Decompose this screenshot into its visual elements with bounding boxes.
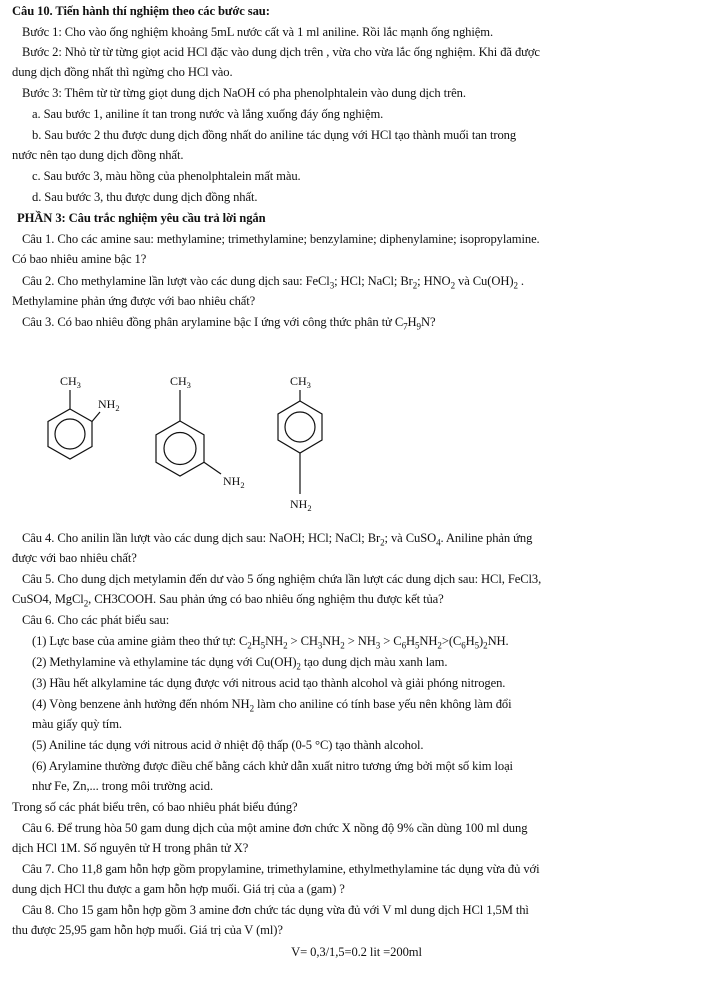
c8-answer: V= 0,3/1,5=0.2 lit =200ml [291,945,422,959]
c5-line2: CuSO4, MgCl$_2$, CH3COOH. Sau phản ứng có bao nhiêu ống nghiệm thu được kết tủa? [12,592,444,609]
c6-question: Trong số các phát biểu trên, có bao nhiêu phát biểu đúng? [12,800,298,814]
c8-line2: thu được 25,95 gam hỗn hợp muối. Giá trị của V (ml)? [12,923,283,937]
structure-para-toluidine [262,366,352,518]
c4-line1: Câu 4. Cho anilin lần lượt vào các dung dịch sau: NaOH; HCl; NaCl; $Br_2$; và CuSO$_4$. Aniline phản ứng [22,531,533,548]
q10-step2-line1: Bước 2: Nhỏ từ từ từng giọt acid HCl đặc vào dung dịch trên , vừa cho vừa lắc ống nghiệm. Khi đã được [22,45,540,59]
q10-option-b-line2: nước nên tạo dung dịch đồng nhất. [12,148,184,162]
c6-title: Câu 6. Cho các phát biểu sau: [22,613,170,627]
nh2-label: $NH_2$ [98,397,120,413]
c1-line1: Câu 1. Cho các amine sau: methylamine; trimethylamine; benzylamine; diphenylamine; isopropylamine. [22,232,540,246]
aromatic-circle [164,433,196,465]
ch3-label: $CH_3$ [60,374,81,390]
c1-line2: Có bao nhiêu amine bậc 1? [12,252,147,266]
q10-step1: Bước 1: Cho vào ống nghiệm khoảng 5mL nước cất và 1 ml aniline. Rồi lắc mạnh ống nghiệm. [22,25,493,39]
nh2-bond [204,462,221,474]
statement-3: (3) Hầu hết alkylamine tác dụng được với nitrous acid tạo thành alcohol và giải phóng nitrogen. [32,676,506,690]
q10-option-d: d. Sau bước 3, thu được dung dịch đồng nhất. [32,190,258,204]
c5-line1: Câu 5. Cho dung dịch metylamin đến dư vào 5 ống nghiệm chứa lần lượt các dung dịch sau: HCl, FeCl3, [22,572,542,586]
aromatic-circle [55,419,85,449]
c7-line2: dung dịch HCl thu được a gam hỗn hợp muối. Giá trị của a (gam) ? [12,882,345,896]
q10-step2-line2: dung dịch đồng nhất thì ngừng cho HCl vào. [12,65,233,79]
nh2-bond [92,412,100,422]
statement-5: (5) Aniline tác dụng với nitrous acid ở nhiệt độ thấp (0-5 °C) tạo thành alcohol. [32,738,424,752]
statement-4-line2: màu giấy quỳ tím. [32,717,122,731]
statement-4-line1: (4) Vòng benzene ảnh hưởng đến nhóm $NH_2$ làm cho aniline có tính base yếu nên không làm đổi [32,697,512,714]
q10-step3: Bước 3: Thêm từ từ từng giọt dung dịch NaOH có pha phenolphtalein vào dung dịch trên. [22,86,466,100]
q10-option-b-line1: b. Sau bước 2 thu được dung dịch đồng nhất do aniline tác dụng với HCl tạo thành muối tan trong [32,128,517,142]
c6b-line2: dịch HCl 1M. Số nguyên tử H trong phân tử X? [12,841,249,855]
ch3-label: $CH_3$ [170,374,191,390]
nh2-label: $NH_2$ [223,474,245,490]
structure-ortho-toluidine [20,366,130,518]
statement-2: (2) Methylamine và ethylamine tác dụng với $Cu(OH)_2$ tạo dung dịch màu xanh lam. [32,655,448,672]
c6b-line1: Câu 6. Để trung hòa 50 gam dung dịch của một amine đơn chức X nồng độ 9% cần dùng 100 ml dung [22,821,528,835]
benzene-ring [156,421,204,476]
q10-title: Câu 10. Tiến hành thí nghiệm theo các bước sau: [12,4,270,18]
nh2-label: $NH_2$ [290,497,312,513]
statement-6-line1: (6) Arylamine thường được điều chế bằng cách khử dẫn xuất nitro tương ứng bởi một số kim loại [32,759,513,773]
c3-line1: Câu 3. Có bao nhiêu đồng phân arylamine bậc I ứng với công thức phân tử $C_7H_9N$? [22,315,436,332]
c2-line1: Câu 2. Cho methylamine lần lượt vào các dung dịch sau: FeCl$_3$; HCl; NaCl; $Br_2$; $HNO_2$ và $Cu(OH)_2$ . [22,274,524,291]
aromatic-circle [285,412,315,442]
ch3-label: $CH_3$ [290,374,311,390]
q10-option-a: a. Sau bước 1, aniline ít tan trong nước và lắng xuống đáy ống nghiệm. [32,107,384,121]
statement-6-line2: như Fe, Zn,... trong môi trường acid. [32,779,214,793]
structure-meta-toluidine [135,366,265,518]
q10-option-c: c. Sau bước 3, màu hồng của phenolphtalein mất màu. [32,169,301,183]
c7-line1: Câu 7. Cho 11,8 gam hỗn hợp gồm propylamine, trimethylamine, ethylmethylamine tác dụng vừa đủ với [22,862,540,876]
statement-1: (1) Lực base của amine giảm theo thứ tự: $C_2H_5NH_2 > CH_3NH_2 > NH_3 > C_6H_5NH_2>(C_6H_5)_2NH$. [32,634,509,651]
c2-line2: Methylamine phản ứng được với bao nhiêu chất? [12,294,256,308]
part3-heading: PHẦN 3: Câu trắc nghiệm yêu cầu trả lời ngắn [17,211,266,225]
c4-line2: được với bao nhiêu chất? [12,551,137,565]
c8-line1: Câu 8. Cho 15 gam hỗn hợp gồm 3 amine đơn chức tác dụng vừa đủ với V ml dung dịch HCl 1,5M thì [22,903,529,917]
